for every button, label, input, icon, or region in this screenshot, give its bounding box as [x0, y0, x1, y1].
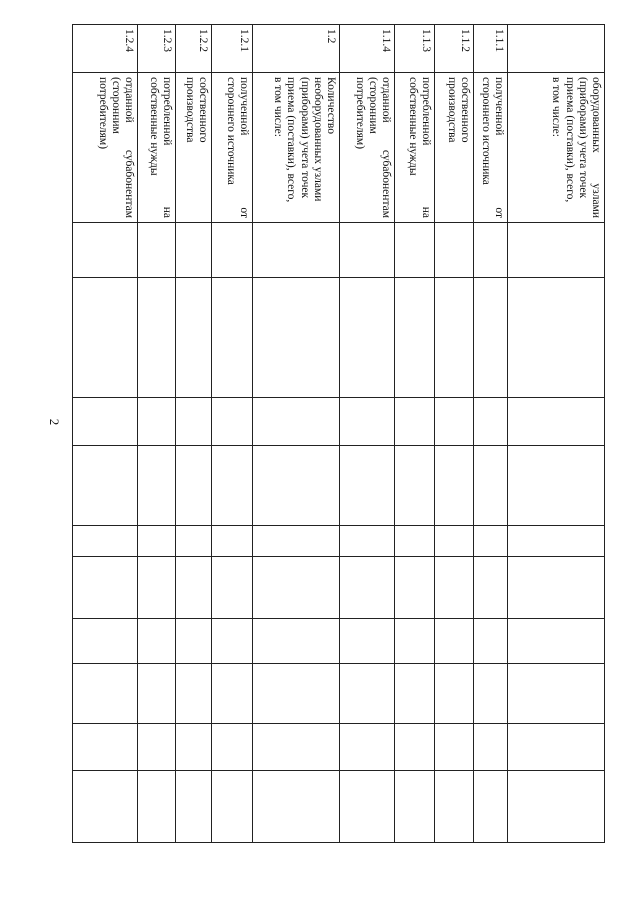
- empty-cell: [395, 619, 435, 664]
- row-name-line: собственного: [197, 77, 209, 143]
- empty-cell: [340, 557, 395, 619]
- empty-cell: [253, 724, 340, 771]
- empty-cell: [212, 446, 253, 526]
- row-name-line: потребителям): [353, 77, 366, 150]
- empty-cell: [395, 398, 435, 446]
- empty-cell: [340, 664, 395, 724]
- empty-cell: [395, 526, 435, 557]
- page-number: 2: [47, 418, 62, 426]
- empty-cell: [474, 619, 508, 664]
- empty-cell: [508, 619, 605, 664]
- empty-cell: [474, 771, 508, 843]
- empty-cell: [474, 724, 508, 771]
- empty-cell: [212, 619, 253, 664]
- empty-cell: [435, 664, 474, 724]
- empty-cell: [138, 223, 176, 278]
- empty-cell: [395, 724, 435, 771]
- empty-cell: [212, 526, 253, 557]
- empty-cell: [73, 446, 138, 526]
- empty-cell: [212, 398, 253, 446]
- table-row: [508, 25, 605, 843]
- empty-cell: [253, 446, 340, 526]
- row-name-line: потребленной на: [161, 77, 173, 218]
- empty-cell: [176, 446, 212, 526]
- empty-cell: [435, 398, 474, 446]
- empty-cell: [176, 557, 212, 619]
- empty-cell: [340, 526, 395, 557]
- empty-cell: [176, 278, 212, 398]
- empty-cell: [474, 446, 508, 526]
- empty-cell: [176, 223, 212, 278]
- empty-cell: [176, 526, 212, 557]
- empty-cell: [138, 446, 176, 526]
- empty-cell: [73, 278, 138, 398]
- row-name-line: потребителям): [96, 77, 109, 150]
- row-name: [176, 73, 212, 223]
- row-number: 1.1.2: [435, 25, 474, 73]
- empty-cell: [176, 398, 212, 446]
- row-name-line: оборудованных узлами: [590, 77, 602, 218]
- row-name-line: (приборами) учета точек: [576, 77, 589, 199]
- report-table: [72, 24, 605, 843]
- empty-cell: [253, 664, 340, 724]
- table-body: [73, 25, 605, 843]
- empty-cell: [212, 771, 253, 843]
- empty-cell: [73, 557, 138, 619]
- empty-cell: [340, 619, 395, 664]
- empty-cell: [138, 398, 176, 446]
- empty-cell: [435, 278, 474, 398]
- empty-cell: [508, 557, 605, 619]
- empty-cell: [395, 771, 435, 843]
- row-name-line: собственные нужды: [406, 77, 419, 176]
- empty-cell: [73, 771, 138, 843]
- table-row: [212, 25, 253, 843]
- empty-cell: [253, 278, 340, 398]
- empty-cell: [435, 557, 474, 619]
- table-row: [176, 25, 212, 843]
- row-name-line: необорудованных узлами: [311, 77, 324, 202]
- row-number: 1.2.3: [138, 25, 176, 73]
- empty-cell: [253, 619, 340, 664]
- row-name: [253, 73, 340, 223]
- empty-cell: [508, 771, 605, 843]
- empty-cell: [73, 724, 138, 771]
- empty-cell: [395, 278, 435, 398]
- empty-cell: [138, 619, 176, 664]
- row-name-line: (сторонним: [109, 77, 122, 134]
- empty-cell: [138, 557, 176, 619]
- row-name-line: приема (поставки), всего,: [563, 77, 576, 203]
- rotated-table: [73, 24, 605, 842]
- empty-cell: [340, 278, 395, 398]
- empty-cell: [474, 664, 508, 724]
- row-number: 1.2.1: [212, 25, 253, 73]
- row-name: [508, 73, 605, 223]
- table-row: [474, 25, 508, 843]
- empty-cell: [435, 446, 474, 526]
- empty-cell: [73, 223, 138, 278]
- row-name: [474, 73, 508, 223]
- row-number: [508, 25, 605, 73]
- row-name-line: приема (поставки), всего,: [285, 77, 298, 203]
- empty-cell: [340, 398, 395, 446]
- row-number: 1.1.3: [395, 25, 435, 73]
- empty-cell: [508, 278, 605, 398]
- empty-cell: [474, 526, 508, 557]
- empty-cell: [253, 557, 340, 619]
- empty-cell: [508, 398, 605, 446]
- empty-cell: [395, 446, 435, 526]
- empty-cell: [138, 278, 176, 398]
- row-name-line: стороннего источника: [224, 77, 237, 185]
- row-name-line: потребленной на: [420, 77, 432, 218]
- empty-cell: [212, 664, 253, 724]
- empty-cell: [138, 526, 176, 557]
- row-name-line: полученной от: [493, 77, 505, 218]
- empty-cell: [212, 557, 253, 619]
- empty-cell: [73, 398, 138, 446]
- row-name-line: отданной субабонентам: [123, 77, 135, 218]
- row-name-line: отданной субабонентам: [380, 77, 392, 218]
- empty-cell: [253, 771, 340, 843]
- empty-cell: [340, 223, 395, 278]
- empty-cell: [253, 526, 340, 557]
- empty-cell: [435, 771, 474, 843]
- row-name-line: в том числе:: [550, 77, 563, 137]
- empty-cell: [474, 278, 508, 398]
- row-name-line: собственного: [459, 77, 471, 143]
- row-number: 1.2.4: [73, 25, 138, 73]
- empty-cell: [474, 557, 508, 619]
- empty-cell: [73, 664, 138, 724]
- empty-cell: [340, 724, 395, 771]
- empty-cell: [138, 724, 176, 771]
- empty-cell: [212, 278, 253, 398]
- empty-cell: [253, 398, 340, 446]
- row-name-line: (приборами) учета точек: [298, 77, 311, 199]
- empty-cell: [435, 619, 474, 664]
- row-name: [212, 73, 253, 223]
- row-name: [395, 73, 435, 223]
- empty-cell: [73, 619, 138, 664]
- row-name: [435, 73, 474, 223]
- empty-cell: [395, 664, 435, 724]
- row-name-line: стороннего источника: [479, 77, 492, 185]
- empty-cell: [212, 724, 253, 771]
- table-row: [435, 25, 474, 843]
- row-name-line: в том числе:: [272, 77, 285, 137]
- empty-cell: [138, 771, 176, 843]
- empty-cell: [395, 223, 435, 278]
- row-number: 1.1.1: [474, 25, 508, 73]
- empty-cell: [340, 771, 395, 843]
- table-row: [73, 25, 138, 843]
- empty-cell: [176, 771, 212, 843]
- row-number: 1.2.2: [176, 25, 212, 73]
- empty-cell: [508, 223, 605, 278]
- row-number: 1.1.4: [340, 25, 395, 73]
- empty-cell: [73, 526, 138, 557]
- row-name: [73, 73, 138, 223]
- empty-cell: [212, 223, 253, 278]
- row-name-line: Количество: [325, 77, 337, 134]
- row-name: [138, 73, 176, 223]
- row-number: 1.2: [253, 25, 340, 73]
- table-row: [395, 25, 435, 843]
- empty-cell: [435, 526, 474, 557]
- table-row: [340, 25, 395, 843]
- empty-cell: [395, 557, 435, 619]
- empty-cell: [508, 724, 605, 771]
- empty-cell: [508, 446, 605, 526]
- empty-cell: [435, 724, 474, 771]
- empty-cell: [253, 223, 340, 278]
- empty-cell: [435, 223, 474, 278]
- row-name-line: (сторонним: [366, 77, 379, 134]
- empty-cell: [340, 446, 395, 526]
- empty-cell: [474, 398, 508, 446]
- row-name-line: собственные нужды: [147, 77, 160, 176]
- empty-cell: [508, 664, 605, 724]
- empty-cell: [138, 664, 176, 724]
- empty-cell: [474, 223, 508, 278]
- row-name-line: полученной от: [238, 77, 250, 218]
- empty-cell: [176, 724, 212, 771]
- empty-cell: [508, 526, 605, 557]
- rotated-table-wrapper: [73, 24, 605, 842]
- table-row: [253, 25, 340, 843]
- row-name: [340, 73, 395, 223]
- row-name-line: производства: [445, 77, 458, 143]
- empty-cell: [176, 619, 212, 664]
- empty-cell: [176, 664, 212, 724]
- row-name-line: производства: [183, 77, 196, 143]
- table-row: [138, 25, 176, 843]
